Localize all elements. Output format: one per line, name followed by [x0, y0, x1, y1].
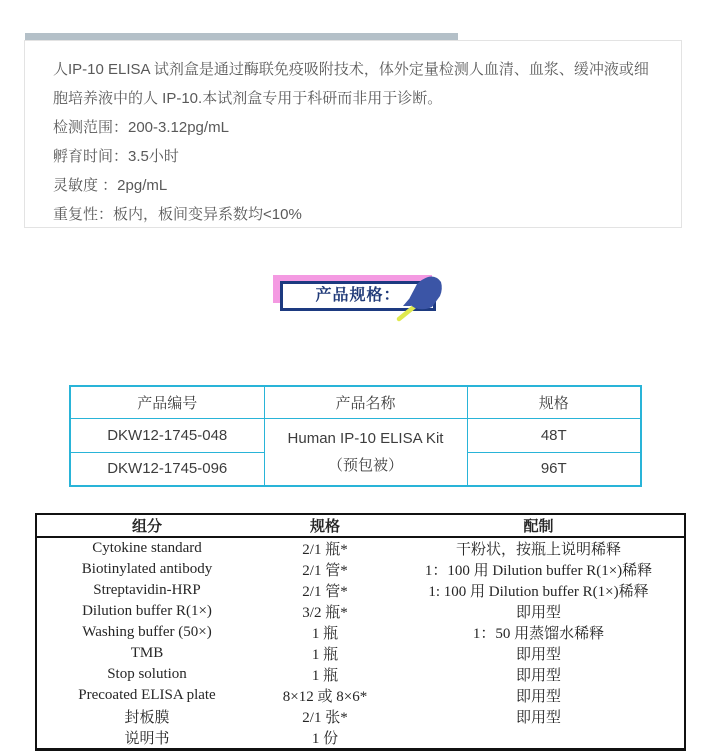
component-spec: 8×12 或 8×6* — [282, 689, 368, 705]
component-prep: 1: 100 用 Dilution buffer R(1×)稀释 — [428, 584, 649, 600]
component-prep: 即用型 — [515, 710, 561, 726]
intro-line-sensitivity: 灵敏度 ：2pg/mL — [53, 177, 168, 194]
product-code: DKW12-1745-096 — [70, 452, 264, 486]
table-row — [36, 601, 685, 622]
component-spec: 2/1 管* — [302, 584, 348, 600]
component-name: TMB — [130, 645, 164, 661]
product-name-line2: （预包被） — [327, 456, 403, 474]
comp-header-component: 组分 — [36, 514, 257, 537]
component-name: Washing buffer (50×) — [82, 624, 212, 640]
component-name: Cytokine standard — [92, 540, 202, 556]
table-row — [36, 664, 685, 685]
component-prep: 即用型 — [515, 668, 561, 684]
components-header-row — [36, 514, 685, 537]
component-spec: 2/1 瓶* — [302, 542, 348, 558]
brush-flag-icon — [395, 269, 449, 323]
intro-box — [24, 40, 682, 228]
spec-header-size: 规格 — [467, 386, 641, 418]
spec-header-row — [70, 386, 641, 418]
product-code: DKW12-1745-048 — [70, 418, 264, 452]
component-spec: 3/2 瓶* — [302, 605, 348, 621]
component-name: Stop solution — [107, 666, 187, 682]
component-spec: 1 份 — [311, 731, 339, 747]
table-row — [36, 580, 685, 601]
component-name: Precoated ELISA plate — [78, 687, 216, 703]
banner-title: 产品规格： — [315, 287, 401, 304]
component-spec: 1 瓶 — [311, 647, 339, 663]
component-name: Streptavidin-HRP — [93, 582, 201, 598]
table-row — [36, 559, 685, 580]
product-size: 48T — [467, 418, 641, 452]
component-prep — [393, 727, 685, 750]
spec-header-code: 产品编号 — [70, 386, 264, 418]
table-row — [36, 706, 685, 727]
component-name: Biotinylated antibody — [81, 561, 213, 577]
comp-header-prep: 配制 — [393, 514, 685, 537]
spec-row-48t — [70, 418, 641, 452]
table-row — [36, 622, 685, 643]
component-name: Dilution buffer R(1×) — [82, 603, 212, 619]
table-row — [36, 643, 685, 664]
intro-line-detection-range: 检测范围：200-3.12pg/mL — [53, 119, 229, 136]
comp-header-spec: 规格 — [257, 514, 393, 537]
component-spec: 1 瓶 — [311, 626, 339, 642]
component-prep: 即用型 — [515, 689, 561, 705]
component-spec: 1 瓶 — [311, 668, 339, 684]
table-row — [36, 685, 685, 706]
product-size: 96T — [467, 452, 641, 486]
product-name-cell — [264, 418, 467, 486]
component-prep: 干粉状，按瓶上说明稀释 — [455, 542, 621, 558]
intro-paragraph: 人IP-10 ELISA 试剂盒是通过酶联免疫吸附技术，体外定量检测人血清、血浆、缓冲液或细胞培养液中的人 IP-10.本试剂盒专用于科研而非用于诊断。 — [53, 61, 649, 107]
component-spec: 2/1 张* — [302, 710, 348, 726]
component-prep: 即用型 — [515, 605, 561, 621]
component-prep: 1：50 用蒸馏水稀释 — [472, 626, 605, 642]
spec-header-name: 产品名称 — [264, 386, 467, 418]
product-name-line1: Human IP-10 ELISA Kit — [287, 429, 444, 447]
component-spec: 2/1 管* — [302, 563, 348, 579]
component-prep: 即用型 — [515, 647, 561, 663]
section-banner — [273, 275, 453, 325]
table-row — [36, 537, 685, 559]
component-name: 说明书 — [124, 731, 170, 747]
components-table — [35, 513, 686, 751]
intro-line-repeatability: 重复性：板内，板间变异系数均<10% — [53, 206, 302, 223]
component-name: 封板膜 — [124, 710, 170, 726]
component-prep: 1：100 用 Dilution buffer R(1×)稀释 — [424, 563, 653, 579]
table-row — [36, 727, 685, 750]
product-spec-table — [69, 385, 642, 487]
intro-line-incubation-time: 孵育时间：3.5小时 — [53, 148, 179, 165]
